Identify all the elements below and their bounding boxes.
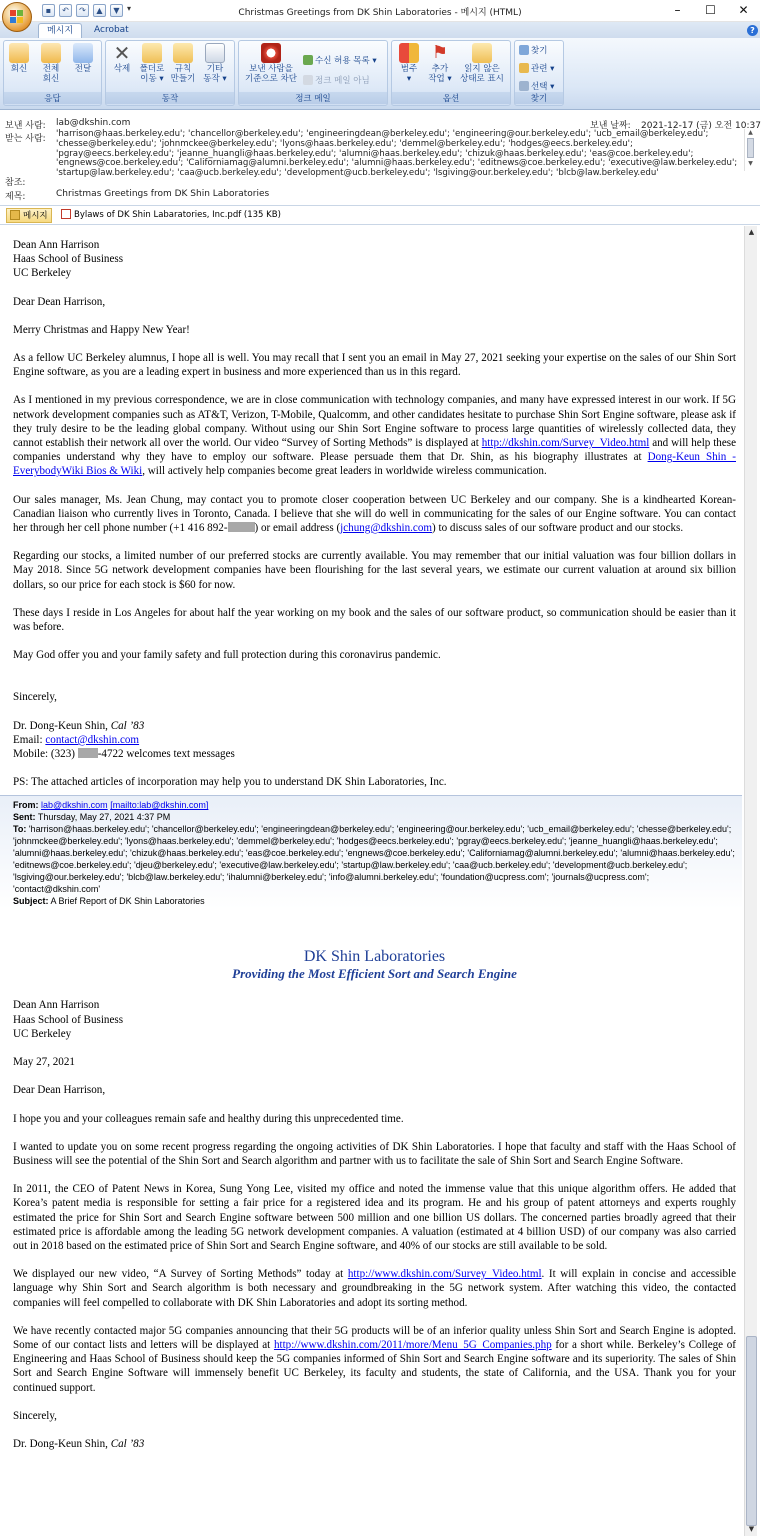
category-icon	[399, 43, 419, 63]
related-button[interactable]: 관련 ▾	[519, 63, 554, 75]
signature-name: Dr. Dong-Keun Shin, Cal ’83	[13, 719, 145, 732]
fwd-to: To: 'harrison@haas.berkeley.edu'; 'chancellor@berkeley.edu'; 'engineeringdean@berkeley.edu'; 'engineering@our.berkeley.edu'; 'ucb_email@berkeley.edu'; 'chesse@berkeley.edu'; 'johnmckee@berkeley.edu'; 'lyons@haas.berkeley.edu'; 'demmel@berkeley.edu'; 'hodges@eecs.berkeley.edu'; 'pgray@eecs.berkeley.edu'; 'jeanne_huangli@haas.berkeley.edu'; 'alumni@haas.berkeley.edu'; 'chizuk@haas.berkeley.edu'; 'eas@coe.berkeley.edu'; 'engnews@coe.berkeley.edu'; 'Californiamag@alumni.berkeley.edu'; 'alumni@haas.berkeley.edu'; 'editnews@coe.berkeley.edu'; 'djeu@berkeley.edu'; 'executive@law.berkeley.edu'; 'startup@law.berkeley.edu'; 'caa@ucb.berkeley.edu'; 'development@ucb.berkeley.edu'; 'lsgiving@our.berkeley.edu'; 'blcb@law.berkeley.edu'; 'ihalumni@berkeley.edu'; 'info@alumni.berkeley.edu'; 'foundation@ucpress.com'; 'journals@ucpress.com'; 'contact@dkshin.com'	[13, 824, 735, 895]
scroll-up-icon[interactable]: ▲	[748, 228, 755, 236]
customize-qat-icon[interactable]: ▾	[127, 4, 132, 13]
fwd-from-link[interactable]: lab@dkshin.com	[41, 800, 108, 811]
down-arrow-icon[interactable]: ▼	[110, 4, 123, 17]
office-logo-icon	[10, 10, 25, 25]
group-label-find: 찾기	[515, 92, 563, 104]
folder-icon	[142, 43, 162, 63]
mark-unread-button[interactable]: 읽지 않은 상태로 표시	[458, 43, 506, 84]
window-title: Christmas Greetings from DK Shin Laboratories - 메시지 (HTML)	[238, 8, 522, 18]
report-paragraph-5: We have recently contacted major 5G companies announcing that their 5G products will be of an inferior quality unless Shin Sort and Search Engine is adopted. Some of our contact lists and letters will be displayed at http://www.dkshin.com/2011/more/Menu_5G_Companies.php for a short while. Berkeley’s College of Engineering and Haas School of Business should keep the 5G companies informed of Shin Sort and Search Engine software and its superiority. The sales of Shin Sort and Search Engine Software will immensely benefit UC Berkeley, its faculty and students, the state of California, and the USA. Thank you for your continued support.	[13, 1324, 736, 1394]
tab-message[interactable]: 메시지	[38, 23, 82, 38]
fwd-mailto-link[interactable]: [mailto:lab@dkshin.com]	[110, 800, 209, 811]
document-icon	[205, 43, 225, 63]
to-recipients[interactable]: 'harrison@haas.berkeley.edu'; 'chancellor@berkeley.edu'; 'engineeringdean@berkeley.edu'; 'engineering@our.berkeley.edu'; 'ucb_email@berkeley.edu'; 'chesse@berkeley.edu'; 'johnmckee@berkeley.edu'; 'lyons@haas.berkeley.edu'; 'demmel@berkeley.edu'; 'hodges@eecs.berkeley.edu'; 'pgray@eecs.berkeley.edu'; 'jeanne_huangli@haas.berkeley.edu'; 'alumni@haas.berkeley.edu'; 'chizuk@haas.berkeley.edu'; 'eas@coe.berkeley.edu'; 'engnews@coe.berkeley.edu'; 'Californiamag@alumni.berkeley.edu'; 'alumni@haas.berkeley.edu'; 'editnews@coe.berkeley.edu'; 'executive@law.berkeley.edu'; 'startup@law.berkeley.edu'; 'caa@ucb.berkeley.edu'; 'development@ucb.berkeley.edu'; 'lsgiving@our.berkeley.edu'; 'blcb@law.berkeley.edu'	[56, 129, 738, 179]
select-button[interactable]: 선택 ▾	[519, 81, 554, 93]
group-options	[391, 40, 511, 106]
window-controls	[661, 0, 760, 22]
up-arrow-icon[interactable]: ▲	[93, 4, 106, 17]
delete-icon: ✕	[113, 41, 131, 65]
safe-list-button[interactable]: 수신 허용 목록 ▾	[303, 55, 377, 67]
ribbon	[0, 38, 760, 110]
office-button[interactable]	[2, 2, 32, 32]
message-attachment-tab[interactable]: 메시지	[6, 208, 52, 223]
help-icon[interactable]: ?	[747, 25, 758, 36]
block-sender-icon	[261, 43, 281, 63]
jchung-email-link[interactable]: jchung@dkshin.com	[340, 522, 433, 535]
block-sender-button[interactable]: 보낸 사람을 기준으로 차단	[241, 43, 301, 84]
forward-button[interactable]: 전달	[70, 43, 96, 74]
paragraph-1: As a fellow UC Berkeley alumnus, I hope all is well. You may recall that I sent you an email in May 27, 2021 seeking your expertise on the sales of our Shin Sort Engine software, as you are a leading expert in business and more experienced than us in this regard.	[13, 352, 736, 379]
to-scroll-thumb[interactable]	[747, 138, 754, 158]
group-find	[514, 40, 564, 106]
report-salutation: Dear Dean Harrison,	[13, 1084, 106, 1097]
biography-link[interactable]: Dong-Keun Shin - EverybodyWiki Bios & Wiki	[13, 451, 736, 478]
report-video-link[interactable]: http://www.dkshin.com/Survey_Video.html	[347, 1268, 542, 1281]
paragraph-2: As I mentioned in my previous correspondence, we are in close communication with technology companies, and many have expressed interest in our work. If 5G network development companies such as AT&T, Verizon, T-Mobile, Qualcomm, and other candidates hesitate to purchase Shin Sort Engine software, please ask if they truly desire to be the leading global company. Without using our Shin Sort Engine software to process large quantities of wirelessly collected data, they cannot establish their network all over the world. Our video “Survey of Sorting Methods” is displayed at http://dkshin.com/Survey_Video.html and will help these companies understand why they have to employ our software. Please persuade them that Dr. Shin, as his biography illustrates at Dong-Keun Shin - EverybodyWiki Bios & Wiki, will actively help companies become great leaders in worldwide wireless communication.	[13, 394, 737, 478]
report-title: DK Shin Laboratories	[303, 948, 446, 966]
body-scrollbar[interactable]	[744, 226, 757, 1536]
fwd-sent: Sent: Thursday, May 27, 2021 4:37 PM	[13, 812, 171, 823]
fwd-from: From: lab@dkshin.com [mailto:lab@dkshin.com]	[13, 800, 209, 811]
create-rule-button[interactable]: 규칙 만들기	[170, 43, 196, 84]
from-label: 보낸 사람:	[5, 121, 46, 131]
report-paragraph-2: I wanted to update you on some recent progress regarding the ongoing activities of DK Shin Laboratories. I hope that faculty and staff with the Haas School of Business will see the potential of the Shin Sort and Search algorithm and partner with us to facilitate the sale of Shin Sort and Search Engine Software.	[13, 1140, 736, 1167]
signature-mobile: Mobile: (323) -4722 welcomes text messages	[13, 748, 235, 761]
report-paragraph-1: I hope you and your colleagues remain safe and healthy during this unprecedented time.	[13, 1112, 404, 1125]
report-paragraph-3: In 2011, the CEO of Patent News in Korea, Sung Yong Lee, visited my office and noted the immense value that this unique algorithm offers. He added that Korea’s patent media is responsible for setting a fair price for a registered idea and its program. He and his group of patent attorneys and experts roughly estimated the price for Shin Sort and Search Engine software between 500 million and one billion US dollars. The concerned parties broadly agreed that their estimated price is affordable among the leading 5G network development companies. A valuation (estimated at 4 billion USD) of our company was also carried out in 2018 based on the estimated price of Shin Sort and Search Engine software, and 40% of our stocks are still available to be sold.	[13, 1183, 736, 1252]
from-value[interactable]: lab@dkshin.com	[56, 118, 131, 128]
group-junk	[238, 40, 388, 106]
paragraph-6: May God offer you and your family safety and full protection during this coronavirus pandemic.	[13, 649, 441, 662]
envelope-icon	[472, 43, 492, 63]
binoculars-icon	[519, 45, 529, 55]
save-icon[interactable]: ▪	[42, 4, 55, 17]
addressee-university: UC Berkeley	[13, 267, 72, 280]
scroll-down-icon[interactable]: ▼	[748, 1525, 755, 1533]
report-companies-link[interactable]: http://www.dkshin.com/2011/more/Menu_5G_Companies.php	[273, 1338, 552, 1351]
follow-up-button[interactable]: ⚑ 추가 작업 ▾	[428, 42, 452, 84]
report-date: May 27, 2021	[13, 1056, 75, 1069]
category-button[interactable]: 범주 ▾	[396, 43, 422, 84]
cursor-icon	[519, 81, 529, 91]
group-respond	[3, 40, 102, 106]
survey-video-link[interactable]: http://dkshin.com/Survey_Video.html	[481, 437, 650, 450]
tab-acrobat[interactable]: Acrobat	[94, 25, 129, 35]
to-label: 받는 사람:	[5, 134, 46, 144]
not-junk-button[interactable]: 정크 메일 아님	[303, 75, 370, 87]
group-actions	[105, 40, 235, 106]
group-label-respond: 응답	[4, 92, 101, 104]
envelope-icon	[10, 210, 20, 220]
paragraph-3: Our sales manager, Ms. Jean Chung, may contact you to promote closer cooperation between UC Berkeley and our company. She is a kindhearted Korean-Canadian liaison who currently lives in Toronto, Canada. I believe that she will do well in communicating for the sales of our Engine software. You can contact her through her cell phone number (+1 416 892- ) or email address (jchung@dkshin.com) to discuss sales of our software product and our stocks.	[13, 493, 736, 535]
close-button[interactable]: ✕	[738, 3, 749, 17]
to-scrollbar[interactable]	[744, 129, 756, 171]
reply-all-icon	[41, 43, 61, 63]
report-closing: Sincerely,	[13, 1409, 57, 1422]
signature-email: Email: contact@dkshin.com	[13, 733, 140, 746]
ribbon-tabs	[0, 22, 760, 38]
redo-icon[interactable]: ↷	[76, 4, 89, 17]
cc-label: 참조:	[5, 178, 26, 188]
report-addressee-name: Dean Ann Harrison	[13, 999, 100, 1012]
addressee-school: Haas School of Business	[13, 253, 124, 266]
not-junk-icon	[303, 75, 313, 85]
forwarded-header	[0, 795, 742, 909]
report-subtitle: Providing the Most Efficient Sort and Search Engine	[232, 966, 517, 982]
safe-list-icon	[303, 55, 313, 65]
find-button[interactable]: 찾기	[519, 45, 547, 57]
report-signature: Dr. Dong-Keun Shin, Cal ’83	[13, 1437, 145, 1450]
message-body	[0, 226, 742, 1536]
reply-icon	[9, 43, 29, 63]
sent-date-label: 보낸 날짜:	[590, 121, 631, 131]
subject-value: Christmas Greetings from DK Shin Laboratories	[56, 189, 270, 199]
body-scroll-thumb[interactable]	[746, 1336, 757, 1526]
paragraph-5: These days I reside in Los Angeles for about half the year working on my book and the sales of our software product, so communication should be easier than it was before.	[13, 606, 736, 634]
group-label-options: 옵션	[392, 92, 510, 104]
flag-icon: ⚑	[431, 42, 449, 63]
forward-icon	[73, 43, 93, 63]
rules-icon	[173, 43, 193, 63]
redacted-block	[78, 748, 98, 758]
fwd-subject: Subject: A Brief Report of DK Shin Laboratories	[13, 896, 205, 907]
paragraph-4: Regarding our stocks, a limited number of our preferred stocks are currently available. You may remember that our initial valuation was four billion dollars in May 2018. Since 5G network development companies have been flourishing for the last several years, we estimate our current valuation at around six billion dollars, so our price for each stock is $60 for now.	[13, 550, 736, 591]
reply-button[interactable]: 회신	[6, 43, 32, 74]
move-to-folder-button[interactable]: 폴더로 이동 ▾	[139, 43, 165, 84]
sent-date-value: 2021-12-17 (금) 오전 10:37	[641, 121, 761, 131]
reply-all-button[interactable]: 전체 회신	[38, 43, 64, 84]
scroll-down-icon[interactable]: ▼	[748, 160, 753, 167]
minimize-button[interactable]: –	[674, 3, 681, 17]
postscript: PS: The attached articles of incorporation may help you to understand DK Shin Laboratories, Inc.	[13, 776, 447, 789]
delete-button[interactable]: ✕ 삭제	[113, 41, 131, 74]
addressee-name: Dean Ann Harrison	[13, 239, 100, 251]
contact-email-link[interactable]: contact@dkshin.com	[45, 733, 140, 746]
group-label-actions: 동작	[106, 92, 234, 104]
redacted-block	[228, 522, 255, 532]
other-actions-button[interactable]: 기타 동작 ▾	[202, 43, 228, 84]
pdf-attachment[interactable]: Bylaws of DK Shin Labaratories, Inc.pdf (135 KB)	[58, 208, 284, 223]
closing: Sincerely,	[13, 691, 57, 704]
report-addressee-university: UC Berkeley	[13, 1027, 72, 1040]
related-icon	[519, 63, 529, 73]
title-bar	[0, 0, 760, 22]
scroll-up-icon[interactable]: ▲	[748, 129, 753, 136]
greeting: Merry Christmas and Happy New Year!	[13, 323, 190, 336]
salutation: Dear Dean Harrison,	[13, 295, 106, 308]
report-paragraph-4: We displayed our new video, “A Survey of Sorting Methods” today at http://www.dkshin.com/Survey_Video.html. It will explain in concise and accessible language why Shin Sort and Search algorithm is both necessary and groundbreaking in the 5G network system. After watching this video, the contacted companies will feel compelled to collaborate with DK Shin Laboratories and adopt its sorting method.	[13, 1268, 736, 1309]
maximize-button[interactable]: ☐	[705, 3, 716, 17]
attachment-bar	[0, 205, 760, 225]
undo-icon[interactable]: ↶	[59, 4, 72, 17]
report-addressee-school: Haas School of Business	[13, 1013, 124, 1026]
group-label-junk: 정크 메일	[239, 92, 387, 104]
pdf-icon	[61, 209, 71, 219]
subject-label: 제목:	[5, 192, 26, 202]
